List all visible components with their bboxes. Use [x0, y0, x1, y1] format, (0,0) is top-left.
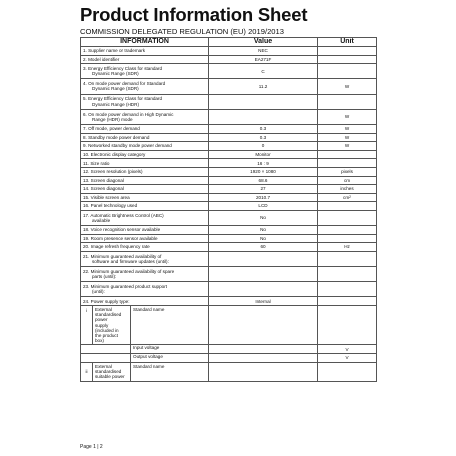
row-unit: W	[318, 124, 377, 133]
table-row	[81, 176, 377, 185]
row-label: 12. Screen resolution (pixels)	[81, 167, 209, 176]
row-label: 20. Image refresh frequency rate	[81, 243, 209, 252]
row-unit: W	[318, 133, 377, 142]
psu-input-voltage-unit: V	[318, 345, 377, 354]
psu-input-voltage-label: Input voltage	[133, 345, 160, 351]
table-row	[81, 251, 377, 266]
row-unit: W	[318, 109, 377, 124]
power-supply-details	[81, 306, 377, 382]
row-label: 21. Minimum guaranteed availability of software and firmware updates (until):	[81, 251, 209, 266]
table-row	[81, 94, 377, 109]
row-unit	[318, 55, 377, 64]
page-footer: Page 1 | 2	[80, 444, 103, 450]
psu-output-voltage-label: Output voltage	[133, 354, 163, 360]
psu-output-voltage-cell	[81, 354, 209, 363]
psu-ext1-cell	[81, 306, 209, 345]
unit-superscript: 2	[349, 194, 351, 199]
row-unit	[318, 267, 377, 282]
row-label: 7. Off mode, power demand	[81, 124, 209, 133]
row-value: EA271F	[209, 55, 318, 64]
row-label: 9. Networked standby mode power demand	[81, 142, 209, 151]
row-label: 22. Minimum guaranteed availability of spare parts (until):	[81, 267, 209, 282]
column-header-information: INFORMATION	[81, 38, 209, 47]
table-row	[81, 226, 377, 235]
row-value: 0	[209, 142, 318, 151]
table-row	[81, 64, 377, 79]
row-unit	[318, 150, 377, 159]
row-unit: pixels	[318, 167, 377, 176]
row-unit	[318, 234, 377, 243]
row-label: 10. Electronic display category	[81, 150, 209, 159]
row-unit	[318, 297, 377, 306]
column-header-unit: Unit	[318, 38, 377, 47]
psu-ext1-value	[209, 306, 318, 345]
column-header-value: Value	[209, 38, 318, 47]
row-label: 18. Voice recognition sensor available	[81, 226, 209, 235]
row-value: 16 : 9	[209, 159, 318, 168]
row-unit	[318, 47, 377, 56]
row-label: 19. Room presence sensor available	[81, 234, 209, 243]
row-value: 68.6	[209, 176, 318, 185]
table-body	[81, 47, 377, 306]
row-value: 27	[209, 185, 318, 194]
psu-output-voltage-value	[209, 354, 318, 363]
row-label: 6. On mode power demand in High Dynamic Range (HDR) mode	[81, 109, 209, 124]
table-row	[81, 267, 377, 282]
row-value: No	[209, 210, 318, 225]
table-row	[81, 193, 377, 202]
row-unit	[318, 64, 377, 79]
table-row	[81, 185, 377, 194]
row-value	[209, 94, 318, 109]
row-value: 1920 × 1080	[209, 167, 318, 176]
row-unit	[318, 202, 377, 211]
row-value: 0.3	[209, 124, 318, 133]
row-value	[209, 251, 318, 266]
psu-ext1-standard-name: Standard name	[133, 307, 165, 312]
row-label: 5. Energy Efficiency Class for standard Dynamic Range (HDR)	[81, 94, 209, 109]
row-label: 8. Standby mode power demand	[81, 133, 209, 142]
row-label: 24. Power supply type:	[81, 297, 209, 306]
psu-ext2-value	[209, 362, 318, 382]
table-row	[81, 202, 377, 211]
table-row	[81, 47, 377, 56]
table-row	[81, 124, 377, 133]
row-value: 0.3	[209, 133, 318, 142]
row-value	[209, 109, 318, 124]
row-value	[209, 282, 318, 297]
table-row	[81, 79, 377, 94]
page-title: Product Information Sheet	[80, 4, 308, 25]
psu-ext2-label: External standardised suitable power	[93, 363, 131, 382]
table-row	[81, 55, 377, 64]
table-row	[81, 159, 377, 168]
table-row	[81, 210, 377, 225]
row-value: No	[209, 234, 318, 243]
row-value: Internal	[209, 297, 318, 306]
row-unit: W	[318, 79, 377, 94]
row-unit	[318, 282, 377, 297]
table-row	[81, 234, 377, 243]
table-row	[81, 109, 377, 124]
table-row	[81, 297, 377, 306]
psu-ext1-label: External standardised power supply (included in the product box)	[93, 306, 131, 344]
table-row	[81, 243, 377, 252]
psu-input-voltage-cell	[81, 345, 209, 354]
psu-ext1-number: i	[81, 306, 93, 344]
row-label: 17. Automatic Brightness Control (ABC) available	[81, 210, 209, 225]
table-row	[81, 282, 377, 297]
table-row	[81, 142, 377, 151]
row-unit	[318, 94, 377, 109]
psu-ext2-number: ii	[81, 363, 93, 382]
row-value: Monitor	[209, 150, 318, 159]
row-value: NEC	[209, 47, 318, 56]
row-label: 4. On mode power demand for Standard Dynamic Range (SDR)	[81, 79, 209, 94]
row-unit: W	[318, 142, 377, 151]
row-value: LCD	[209, 202, 318, 211]
table-row	[81, 133, 377, 142]
row-value: No	[209, 226, 318, 235]
row-label: 1. Supplier name or trademark	[81, 47, 209, 56]
row-unit	[318, 210, 377, 225]
row-value: 60	[209, 243, 318, 252]
psu-ext2-unit	[318, 362, 377, 382]
row-unit	[318, 226, 377, 235]
row-value: 2010.7	[209, 193, 318, 202]
row-unit	[318, 251, 377, 266]
psu-ext1-unit	[318, 306, 377, 345]
information-table	[80, 37, 377, 382]
row-unit	[318, 159, 377, 168]
row-unit: $cm^2$	[318, 193, 377, 202]
row-value	[209, 267, 318, 282]
row-unit: Hz	[318, 243, 377, 252]
row-label: 14. Screen diagonal	[81, 185, 209, 194]
row-label: 23. Minimum guaranteed product support (until):	[81, 282, 209, 297]
psu-ext2-standard-name: Standard name	[133, 363, 165, 369]
psu-output-voltage-unit: V	[318, 354, 377, 363]
row-label: 16. Panel technology used	[81, 202, 209, 211]
regulation-subtitle: COMMISSION DELEGATED REGULATION (EU) 2019/2013	[80, 27, 284, 36]
row-unit: inches	[318, 185, 377, 194]
psu-ext2-cell	[81, 362, 209, 382]
table-row	[81, 150, 377, 159]
row-value: C	[209, 64, 318, 79]
row-label: 15. Visible screen area	[81, 193, 209, 202]
product-information-sheet	[80, 4, 376, 452]
table-row	[81, 167, 377, 176]
row-label: 13. Screen diagonal	[81, 176, 209, 185]
row-label: 11. Size ratio	[81, 159, 209, 168]
row-label: 2. Model identifier	[81, 55, 209, 64]
row-unit: cm	[318, 176, 377, 185]
row-value: 11.2	[209, 79, 318, 94]
row-label: 3. Energy Efficiency Class for standard Dynamic Range (SDR)	[81, 64, 209, 79]
psu-input-voltage-value	[209, 345, 318, 354]
